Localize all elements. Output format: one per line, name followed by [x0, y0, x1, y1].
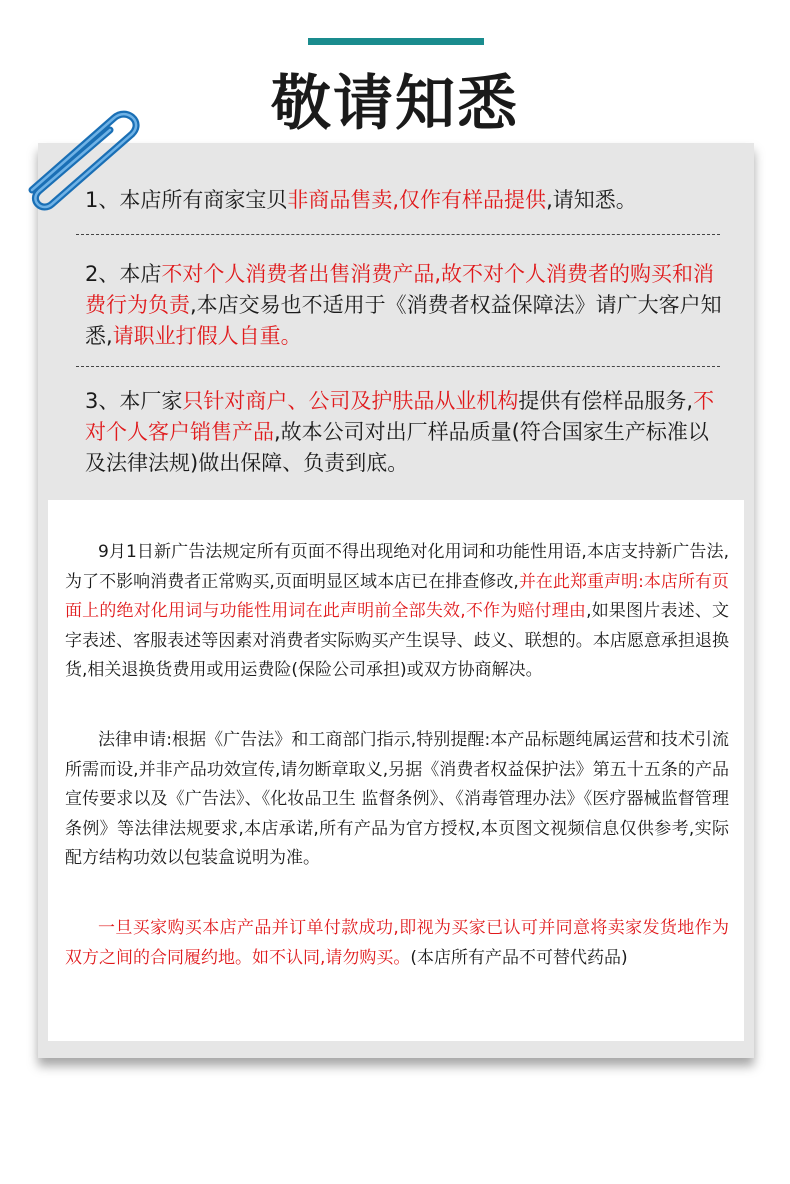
notice-1-number: 1、 [85, 188, 120, 212]
statement-card [48, 500, 744, 1041]
notice-2-highlight-b: 请职业打假人自重。 [112, 324, 302, 348]
notice-2-text-b: ,本店交易也不适用于《消费者权益保障法》请广大客户知悉, [85, 293, 722, 348]
notice-2-text-a: 本店 [119, 262, 162, 286]
notice-item-2 [85, 259, 725, 352]
dashed-divider-1 [76, 234, 720, 235]
title-accent-bar [308, 38, 484, 45]
notice-panel [38, 143, 754, 1058]
notice-2-highlight-a: 不对个人消费者出售消费产品,故不对个人消费者的购买和消费行为负责 [85, 262, 715, 317]
paperclip-icon [2, 100, 152, 220]
notice-2-number: 2、 [85, 262, 120, 286]
statement-3-highlight: 一旦买家购买本店产品并订单付款成功,即视为买家已认可并同意将卖家发货地作为双方之间的合同履约地。如不认同,请勿购买。 [65, 918, 729, 968]
notice-3-number: 3、 [85, 389, 120, 413]
statement-1-highlight: 并在此郑重声明:本店所有页面上的绝对化用词与功能性用词在此声明前全部失效,不作为赔付理由 [65, 571, 729, 621]
statement-paragraph-3 [65, 914, 729, 973]
statement-paragraph-2: 法律申请:根据《广告法》和工商部门指示,特别提醒:本产品标题纯属运营和技术引流所需而设,并非产品功效宣传,请勿断章取义,另据《消费者权益保护法》第五十五条的产品宣传要求以及《广告法》、《化妆品卫生 监督条例》、《消毒管理办法》《医疗器械监督管理条例》等法律法规要求,本店承诺,所有产品为官方授权,本页图文视频信息仅供参考,实际配方结构功效以包装盒说明为准。 [65, 730, 729, 868]
notice-3-highlight-a: 只针对商户、公司及护肤品从业机构 [182, 389, 519, 413]
statement-1-text-a: 9月1日新广告法规定所有页面不得出现绝对化用词和功能性用语,本店支持新广告法,为了不影响消费者正常购买,页面明显区域本店已在排查修改, [65, 542, 729, 592]
page-title: 敬请知悉 [271, 69, 519, 139]
notice-3-highlight-b: 不对个人客户销售产品 [85, 389, 715, 444]
notice-3-text-c: ,故本公司对出厂样品质量(符合国家生产标准以及法律法规)做出保障、负责到底。 [85, 420, 709, 475]
notice-1-text-a: 本店所有商家宝贝 [119, 188, 288, 212]
notice-item-1 [85, 185, 725, 216]
notice-1-highlight: 非商品售卖,仅作有样品提供 [287, 188, 547, 212]
statement-3-text: (本店所有产品不可替代药品) [410, 947, 628, 968]
statement-paragraph-1 [65, 538, 729, 686]
statement-1-text-b: ,如果图片表述、文字表述、客服表述等因素对消费者实际购买产生误导、歧义、联想的。本店愿意承担退换货,相关退换货费用或用运费险(保险公司承担)或双方协商解决。 [65, 601, 730, 680]
notice-3-text-b: 提供有偿样品服务, [518, 389, 694, 413]
dashed-divider-2 [76, 366, 720, 367]
notice-1-text-b: ,请知悉。 [546, 188, 637, 212]
notice-3-text-a: 本厂家 [119, 389, 183, 413]
notice-item-3 [85, 386, 725, 479]
